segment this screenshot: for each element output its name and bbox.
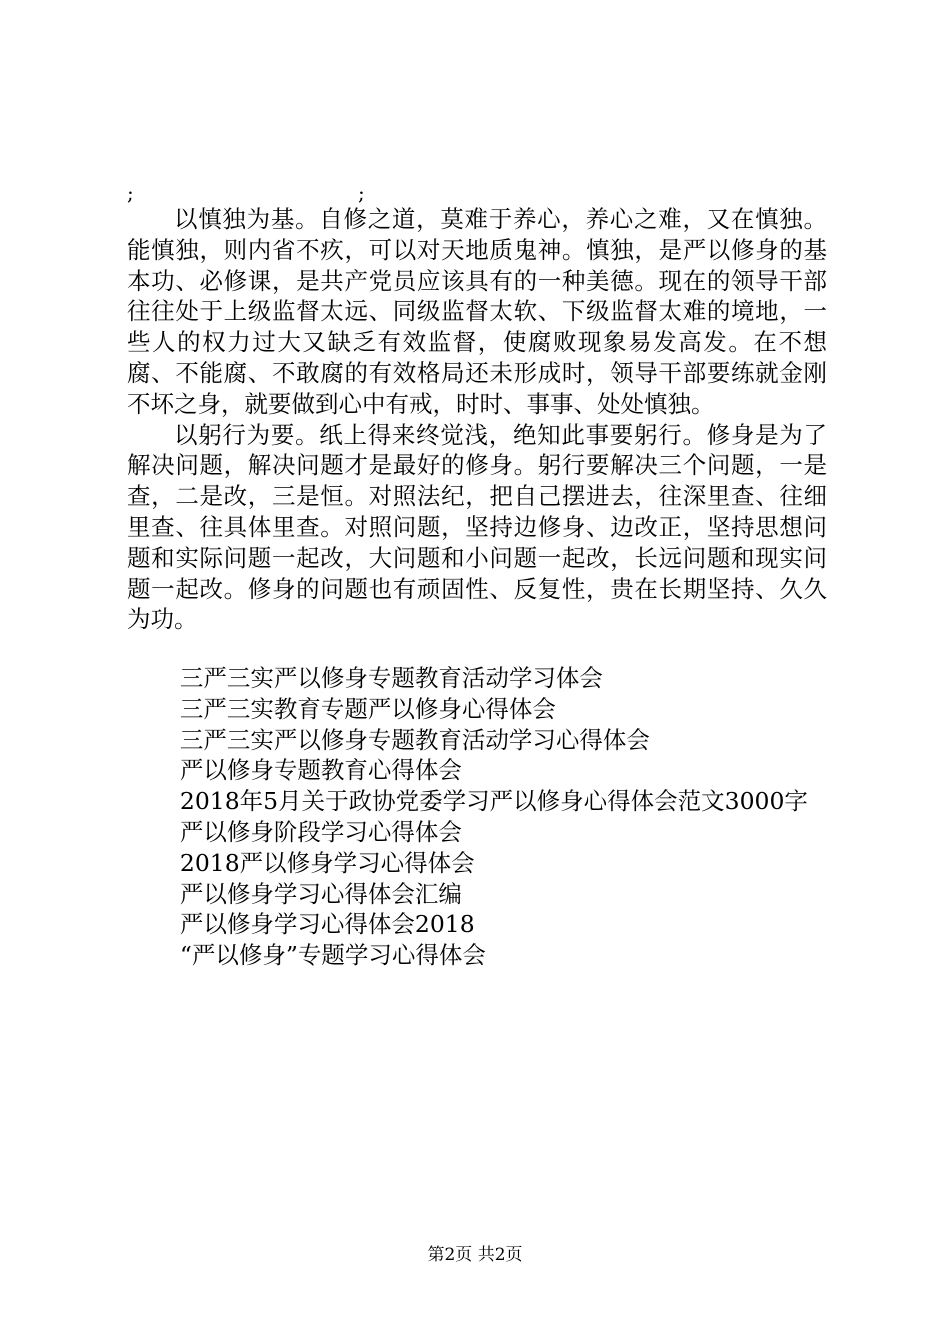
related-article-link[interactable]: 严以修身专题教育心得体会 <box>179 756 462 785</box>
page-number-footer: 第2页 共2页 <box>427 1245 523 1265</box>
related-articles-list <box>127 663 827 971</box>
related-article-link[interactable]: 严以修身学习心得体会汇编 <box>179 879 462 908</box>
related-article-link[interactable]: 三严三实严以修身专题教育活动学习体会 <box>179 664 603 692</box>
related-article-link[interactable]: 三严三实严以修身专题教育活动学习心得体会 <box>179 725 650 754</box>
related-article-link[interactable]: 严以修身学习心得体会2018 <box>179 910 475 939</box>
article-body <box>127 204 827 635</box>
paragraph-gongxing: 以躬行为要。纸上得来终觉浅，绝知此事要躬行。修身是为了解决问题，解决问题才是最好的修身。躬行要解决三个问题，一是查，二是改，三是恒。对照法纪，把自己摆进去，往深里查、往细里查、往具体里查。对照问题，坚持边修身、边改正，坚持思想问题和实际问题一起改，大问题和小问题一起改，长远问题和现实问题一起改。修身的问题也有顽固性、反复性，贵在长期坚持、久久为功。 <box>127 420 827 634</box>
semicolon-mark-left: ; <box>127 181 134 205</box>
related-article-link[interactable]: 三严三实教育专题严以修身心得体会 <box>179 694 556 723</box>
related-article-link[interactable]: 2018严以修身学习心得体会 <box>179 848 475 877</box>
semicolon-mark-right: ; <box>358 181 365 205</box>
related-article-link[interactable]: 2018年5月关于政协党委学习严以修身心得体会范文3000字 <box>179 787 808 816</box>
punctuation-marks <box>127 180 427 206</box>
paragraph-shendu: 以慎独为基。自修之道，莫难于养心，养心之难，又在慎独。能慎独，则内省不疚，可以对天地质鬼神。慎独，是严以修身的基本功、必修课，是共产党员应该具有的一种美德。现在的领导干部往往处于上级监督太远、同级监督太软、下级监督太难的境地，一些人的权力过大又缺乏有效监督，使腐败现象易发高发。在不想腐、不能腐、不敢腐的有效格局还未形成时，领导干部要练就金刚不坏之身，就要做到心中有戒，时时、事事、处处慎独。 <box>127 205 827 418</box>
related-article-link[interactable]: 严以修身阶段学习心得体会 <box>179 817 462 846</box>
related-article-link[interactable]: “严以修身”专题学习心得体会 <box>179 941 486 970</box>
